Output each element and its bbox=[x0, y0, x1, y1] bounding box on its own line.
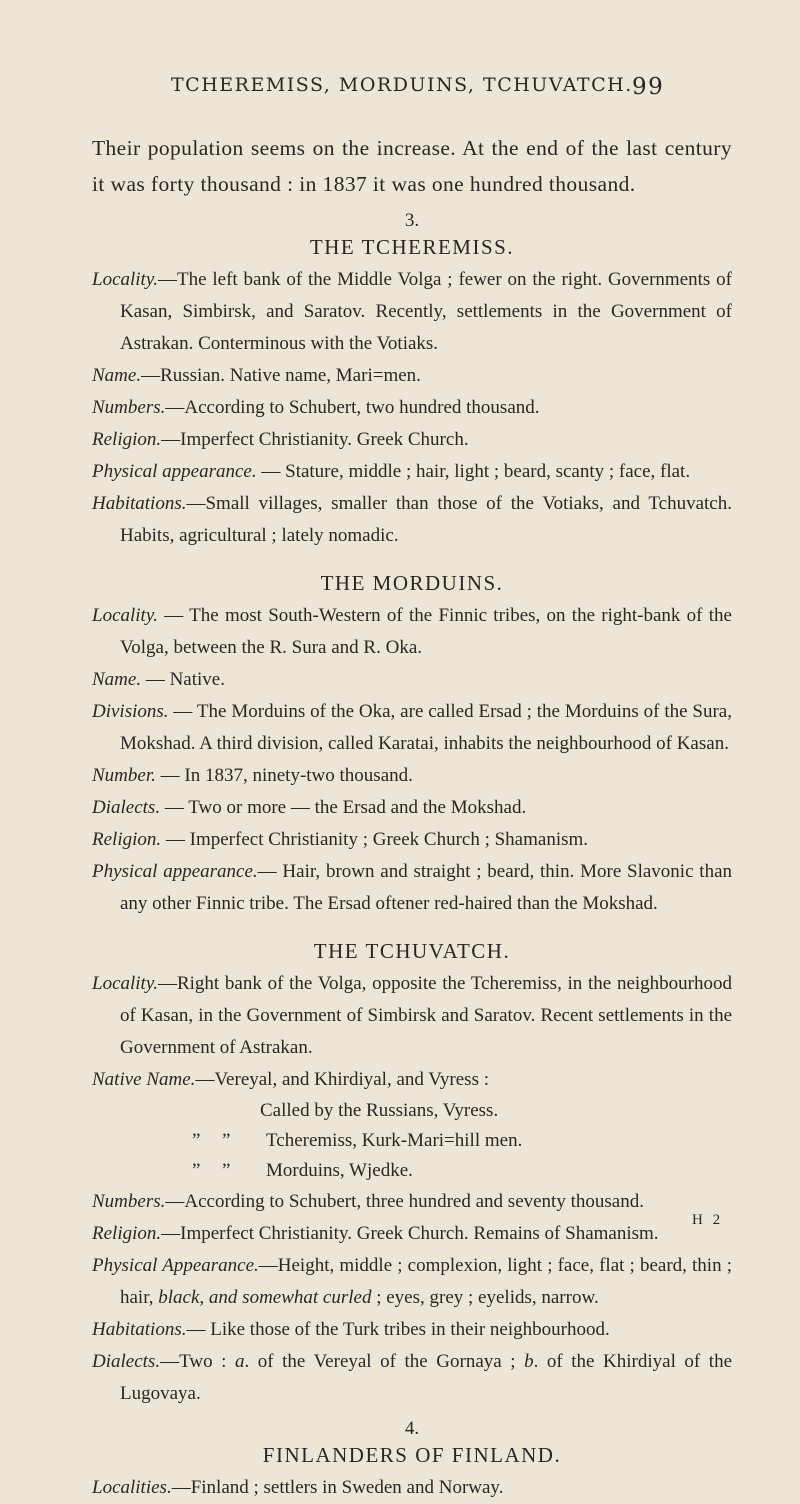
entry-morduins-locality bbox=[92, 600, 732, 664]
ditto-mark: ” bbox=[192, 1160, 201, 1181]
entry-label: Locality. bbox=[92, 973, 158, 994]
entry-finlanders-localities bbox=[92, 1472, 732, 1504]
entry-text: —Russian. Native name, Mari=men. bbox=[141, 365, 421, 386]
entry-label: Physical Appearance. bbox=[92, 1255, 259, 1276]
entry-label: Native Name. bbox=[92, 1069, 196, 1090]
called-by-morduins bbox=[92, 1156, 732, 1186]
entry-text: — In 1837, ninety-two thousand. bbox=[155, 765, 413, 786]
entry-tchuvatch-dialects bbox=[92, 1346, 732, 1410]
entry-label: Physical appearance. bbox=[92, 461, 257, 482]
entry-text: —According to Schubert, two hundred thousand. bbox=[165, 397, 540, 418]
entry-text: ; eyes, grey ; eyelids, narrow. bbox=[371, 1287, 599, 1308]
section-title-tchuvatch: THE TCHUVATCH. bbox=[313, 939, 511, 963]
entry-morduins-divisions bbox=[92, 696, 732, 760]
entry-italic-text: b bbox=[524, 1351, 534, 1372]
entry-label: Religion. bbox=[92, 1223, 162, 1244]
entry-tcheremiss-habitations bbox=[92, 488, 732, 552]
ditto-mark: ” bbox=[192, 1130, 201, 1151]
entry-text: — The most South-Western of the Finnic tribes, on the right-bank of the Volga, between the R. Sura and R. Oka. bbox=[120, 605, 732, 658]
entry-text: — Imperfect Christianity ; Greek Church ; Shamanism. bbox=[161, 829, 589, 850]
entry-tchuvatch-religion bbox=[92, 1218, 732, 1250]
entry-text: —Two : bbox=[160, 1351, 235, 1372]
entry-italic-text: black, and somewhat curled bbox=[158, 1287, 372, 1308]
entry-text: . of the Vereyal of the Gornaya ; bbox=[244, 1351, 525, 1372]
page-number: 99 bbox=[632, 74, 665, 100]
entry-text: —According to Schubert, three hundred and seventy thousand. bbox=[165, 1191, 644, 1212]
entry-text: —Height, middle ; complexion, light ; face, flat ; beard, thin ; hair, bbox=[120, 1255, 732, 1308]
entry-text: —Imperfect Christianity. Greek Church. Remains of Shamanism. bbox=[161, 1223, 659, 1244]
entry-tcheremiss-religion bbox=[92, 424, 732, 456]
entry-text: — Like those of the Turk tribes in their neighbourhood. bbox=[186, 1319, 610, 1340]
entry-label: Locality. bbox=[92, 605, 158, 626]
entry-tcheremiss-physical bbox=[92, 456, 732, 488]
entry-label: Numbers. bbox=[92, 397, 166, 418]
entry-morduins-name bbox=[92, 664, 732, 696]
running-header bbox=[0, 74, 800, 102]
entry-text: — Stature, middle ; hair, light ; beard, scanty ; face, flat. bbox=[256, 461, 691, 482]
entry-tchuvatch-habitations bbox=[92, 1314, 732, 1346]
entry-tchuvatch-physical bbox=[92, 1250, 732, 1314]
page-body bbox=[92, 130, 732, 1504]
section-title-tcheremiss: THE TCHEREMISS. bbox=[309, 235, 515, 259]
entry-text: — Hair, brown and straight ; beard, thin. More Slavonic than any other Finnic tribe. The Ersad oftener red-haired than the Mokshad. bbox=[120, 861, 733, 914]
section-number-3: 3. bbox=[404, 210, 420, 231]
entry-tchuvatch-numbers bbox=[92, 1186, 732, 1218]
ditto-mark: ” bbox=[222, 1160, 231, 1181]
entry-label: Habitations. bbox=[92, 1319, 187, 1340]
entry-text: —Imperfect Christianity. Greek Church. bbox=[161, 429, 469, 450]
ditto-mark: ” bbox=[222, 1130, 231, 1151]
entry-text: — Two or more — the Ersad and the Mokshad. bbox=[160, 797, 527, 818]
entry-label: Name. bbox=[92, 365, 142, 386]
entry-label: Religion. bbox=[92, 429, 162, 450]
entry-italic-text: a bbox=[234, 1351, 245, 1372]
entry-label: Dialects. bbox=[92, 797, 161, 818]
entry-tcheremiss-numbers bbox=[92, 392, 732, 424]
entry-text: —Small villages, smaller than those of the Votiaks, and Tchuvatch. Habits, agricultural ; lately nomadic. bbox=[120, 493, 732, 546]
entry-text: — Native. bbox=[141, 669, 225, 690]
entry-label: Numbers. bbox=[92, 1191, 166, 1212]
entry-text: —Finland ; settlers in Sweden and Norway. bbox=[171, 1477, 504, 1498]
called-text: Tcheremiss, Kurk-Mari=hill men. bbox=[266, 1130, 523, 1151]
entry-tchuvatch-native-name bbox=[92, 1064, 732, 1096]
entry-tcheremiss-locality bbox=[92, 264, 732, 360]
printer-signature: H 2 bbox=[692, 1212, 724, 1228]
entry-label: Religion. bbox=[92, 829, 162, 850]
entry-text: —Right bank of the Volga, opposite the Tcheremiss, in the neighbourhood of Kasan, in the Government of Simbirsk and Saratov. Recent settlements in the Government of Astrakan. bbox=[120, 973, 732, 1058]
entry-text: —Vereyal, and Khirdiyal, and Vyress : bbox=[195, 1069, 489, 1090]
entry-tchuvatch-locality bbox=[92, 968, 732, 1064]
section-title-morduins: THE MORDUINS. bbox=[320, 571, 504, 595]
entry-text: — The Morduins of the Oka, are called Ersad ; the Morduins of the Sura, Mokshad. A third division, called Karatai, inhabits the neighbourhood of Kasan. bbox=[120, 701, 732, 754]
called-by-russians: Called by the Russians, Vyress. bbox=[260, 1100, 499, 1121]
entry-text: —The left bank of the Middle Volga ; fewer on the right. Governments of Kasan, Simbirsk, and Saratov. Recently, settlements in the Government of Astrakan. Conterminous with the Votiaks. bbox=[120, 269, 732, 354]
entry-tcheremiss-name bbox=[92, 360, 732, 392]
section-number-4: 4. bbox=[404, 1418, 420, 1439]
entry-label: Localities. bbox=[92, 1477, 172, 1498]
called-by-tcheremiss bbox=[92, 1126, 732, 1156]
entry-text: . of the Khirdiyal of the Lugovaya. bbox=[120, 1351, 733, 1404]
entry-label: Locality. bbox=[92, 269, 158, 290]
entry-label: Number. bbox=[92, 765, 156, 786]
entry-morduins-number bbox=[92, 760, 732, 792]
entry-morduins-religion bbox=[92, 824, 732, 856]
entry-label: Habitations. bbox=[92, 493, 187, 514]
entry-morduins-physical bbox=[92, 856, 732, 920]
entry-label: Dialects. bbox=[92, 1351, 161, 1372]
entry-morduins-dialects bbox=[92, 792, 732, 824]
entry-label: Physical appearance. bbox=[92, 861, 258, 882]
called-text: Morduins, Wjedke. bbox=[266, 1160, 413, 1181]
intro-paragraph: Their population seems on the increase. At the end of the last century it was forty thousand : in 1837 it was one hundred thousand. bbox=[92, 136, 732, 196]
entry-label: Divisions. bbox=[92, 701, 169, 722]
entry-label: Name. bbox=[92, 669, 142, 690]
section-title-finlanders: FINLANDERS OF FINLAND. bbox=[262, 1443, 562, 1467]
running-title: TCHEREMISS, MORDUINS, TCHUVATCH. bbox=[171, 74, 633, 96]
